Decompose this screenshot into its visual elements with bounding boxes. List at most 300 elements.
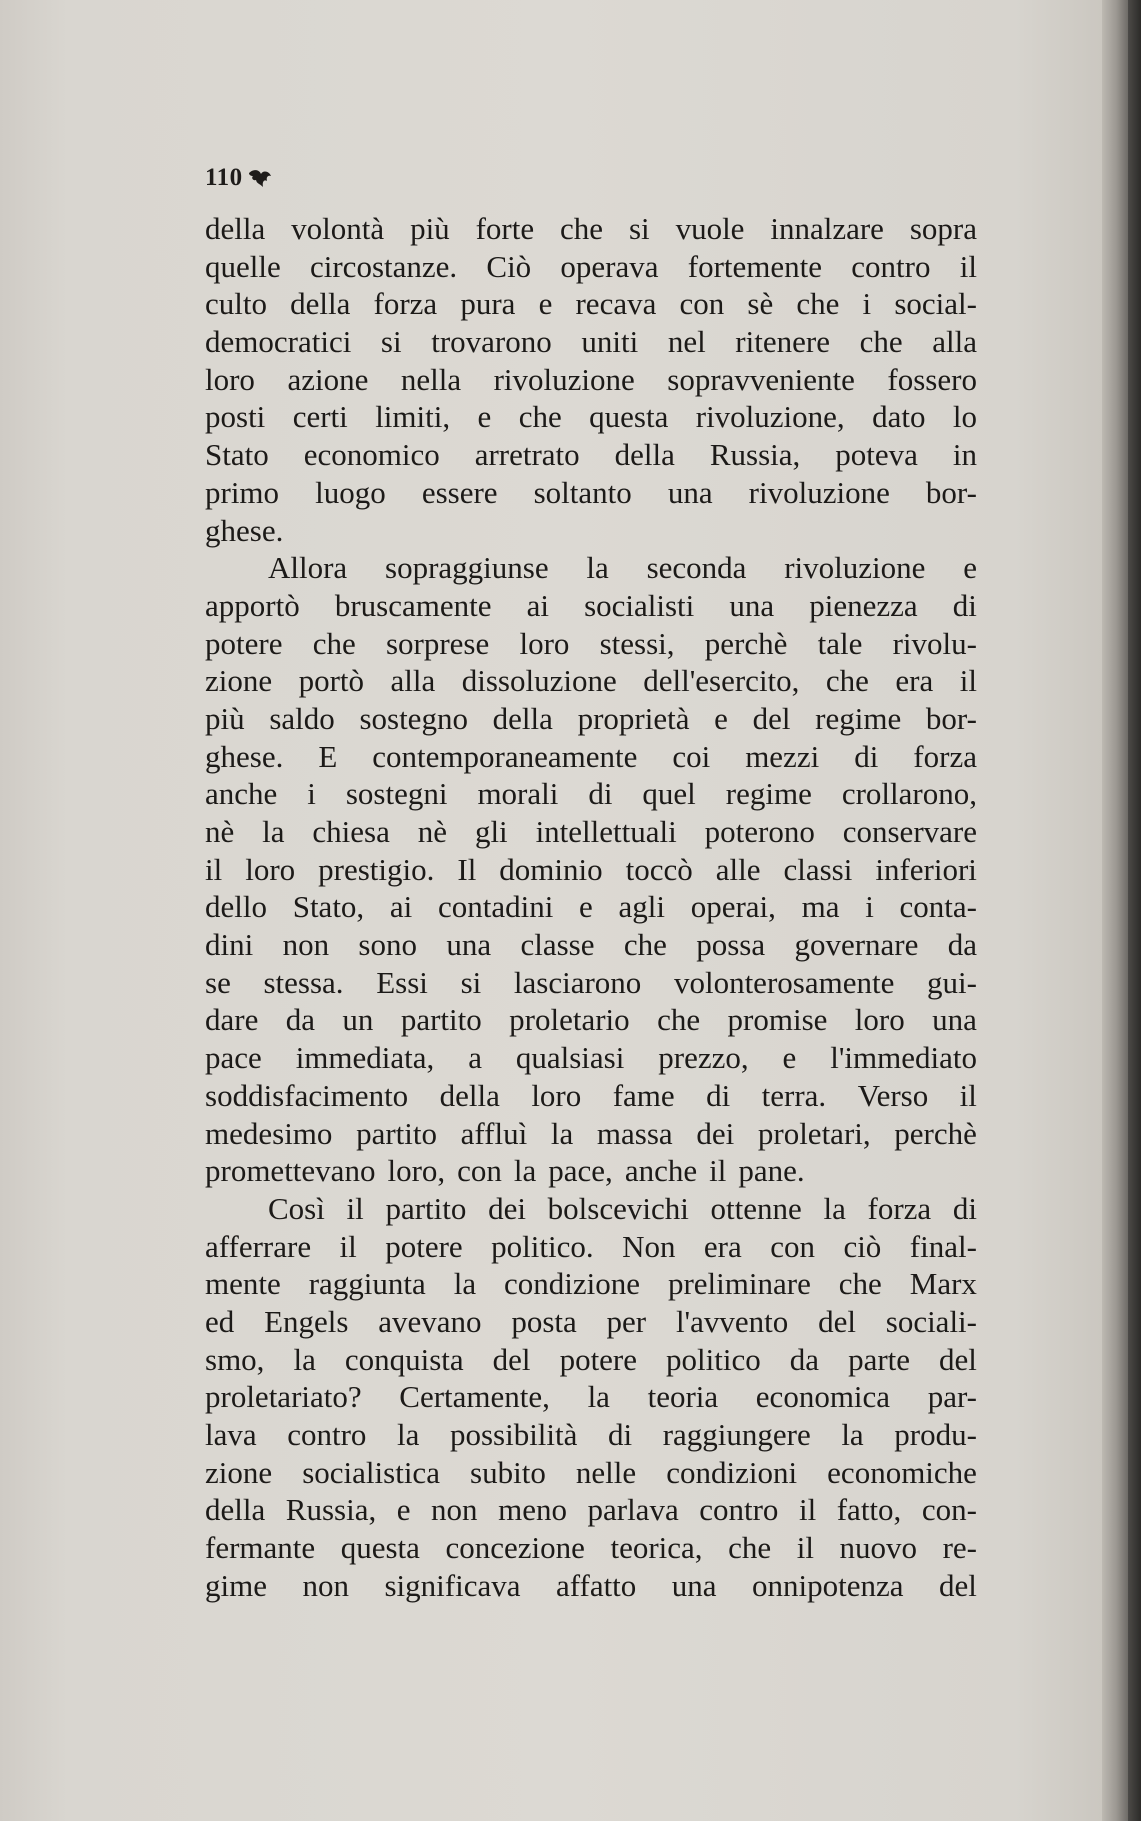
word: dominio	[499, 851, 603, 887]
word: terra.	[761, 1077, 827, 1113]
word: fermante	[205, 1530, 316, 1566]
word: socialistica	[302, 1454, 440, 1490]
word: toccò	[625, 851, 693, 887]
word: afferrare	[205, 1228, 312, 1264]
word: nel	[667, 324, 706, 360]
word: da	[285, 1002, 316, 1038]
text-line	[205, 1341, 977, 1379]
word: dello	[205, 889, 267, 925]
word: meno	[498, 1492, 567, 1528]
word: nelle	[575, 1454, 637, 1490]
word: e	[538, 286, 553, 322]
word: che	[657, 1002, 701, 1038]
word: sostegni	[345, 776, 448, 812]
word: qualsiasi	[515, 1040, 625, 1076]
word: potere	[385, 1228, 463, 1264]
word: fame	[612, 1077, 675, 1113]
word: concezione	[445, 1530, 585, 1566]
word: forte	[475, 211, 535, 246]
word: socialisti	[584, 587, 695, 623]
word: perchè	[894, 1115, 977, 1151]
word: proletariato?	[205, 1379, 362, 1415]
text-line	[205, 662, 977, 700]
word: forza	[913, 738, 977, 774]
word: volonterosamente	[673, 964, 895, 1000]
word: pace	[205, 1040, 262, 1076]
word: proletario	[509, 1002, 630, 1038]
word: bor-	[925, 474, 977, 510]
word: una	[667, 474, 713, 510]
word: quelle	[205, 248, 281, 284]
word: ritenere	[735, 324, 830, 360]
word: e	[396, 1492, 411, 1528]
word: operai,	[690, 889, 776, 925]
word: la	[841, 1417, 864, 1452]
word: del	[939, 1341, 977, 1377]
word: inferiori	[875, 851, 977, 887]
word: loro	[519, 625, 570, 661]
word: ghese.	[205, 512, 284, 548]
word: con-	[921, 1492, 977, 1528]
word: saldo	[269, 700, 335, 736]
word: conquista	[344, 1341, 464, 1377]
word: economico	[303, 437, 440, 473]
word: e	[714, 700, 728, 736]
word: produ-	[894, 1417, 977, 1452]
text-line	[205, 1115, 977, 1153]
word: parlava	[587, 1492, 679, 1528]
word: soddisfacimento	[205, 1077, 409, 1113]
word: Essi	[376, 964, 428, 1000]
word: il	[346, 1190, 364, 1226]
word: ai	[389, 889, 413, 925]
word: teorica,	[610, 1530, 703, 1566]
text-line	[205, 398, 977, 436]
text-line	[205, 474, 977, 512]
word: bor-	[925, 700, 977, 736]
word: questa	[589, 399, 669, 435]
word: anche	[205, 776, 278, 812]
word: dare	[205, 1002, 259, 1038]
word: della	[205, 211, 266, 246]
word: rivolu-	[892, 625, 977, 661]
word: alle	[715, 851, 761, 887]
word: che	[825, 663, 869, 699]
word: del	[818, 1303, 856, 1339]
text-line	[205, 625, 977, 663]
word: raggiunta	[308, 1266, 426, 1302]
word: Così	[268, 1190, 325, 1226]
page-header	[205, 164, 273, 192]
word: partito	[356, 1115, 437, 1151]
word: una	[729, 587, 775, 623]
word: smo,	[205, 1341, 265, 1377]
word: la	[397, 1417, 420, 1452]
text-line	[205, 1378, 977, 1416]
word: il	[959, 663, 977, 699]
word: coi	[672, 738, 711, 774]
word: partito	[400, 1002, 482, 1038]
text-line	[205, 700, 977, 738]
word: che	[312, 625, 356, 661]
text-line	[205, 1491, 977, 1529]
word: questa	[340, 1530, 420, 1566]
text-line	[205, 1567, 977, 1605]
text-line	[205, 738, 977, 776]
fleuron-icon	[247, 167, 273, 189]
word: morali	[477, 776, 559, 812]
word: vuole	[675, 211, 745, 246]
word: Engels	[264, 1303, 349, 1339]
word: ed	[205, 1303, 235, 1339]
word: dei	[696, 1115, 735, 1151]
word: nuovo	[839, 1530, 917, 1566]
word: pura	[460, 286, 516, 322]
word: poterono	[704, 814, 815, 849]
word: di	[952, 587, 977, 623]
word: conta-	[899, 889, 977, 925]
word: proletari,	[757, 1115, 871, 1151]
text-line	[205, 1454, 977, 1492]
word: dell'esercito,	[643, 663, 800, 699]
word: che	[796, 286, 840, 322]
word: volontà	[291, 211, 385, 246]
word: alla	[932, 324, 977, 360]
word: social-	[894, 286, 977, 322]
word: di	[952, 1190, 977, 1226]
word: re-	[942, 1530, 977, 1566]
word: era	[703, 1228, 742, 1264]
word: contadini	[437, 889, 554, 925]
word: essere	[421, 474, 498, 510]
word: e	[477, 399, 492, 435]
word: non	[302, 1567, 349, 1603]
word: E	[318, 738, 338, 774]
word: posta	[511, 1303, 577, 1339]
word: si	[460, 964, 482, 1000]
word: forza	[373, 286, 438, 322]
word: Russia,	[709, 437, 801, 473]
word: massa	[596, 1115, 673, 1151]
word: Marx	[909, 1266, 977, 1302]
word: della	[205, 1492, 266, 1528]
word: circostanze.	[309, 248, 458, 284]
word: portò	[298, 663, 365, 699]
word: che	[838, 1266, 882, 1302]
word: luogo	[315, 474, 386, 510]
word: stessa.	[263, 964, 344, 1000]
word: e	[782, 1040, 797, 1076]
word: nella	[400, 361, 462, 397]
word: gime	[205, 1567, 267, 1603]
word: possibilità	[449, 1417, 578, 1452]
word: bolscevichi	[547, 1190, 689, 1226]
word: loro	[205, 361, 255, 397]
word: la	[550, 1115, 574, 1151]
page-number: 110	[205, 164, 243, 191]
word: non	[282, 927, 330, 963]
word: contro	[851, 248, 931, 284]
word: la	[453, 1266, 477, 1302]
word: la	[586, 550, 609, 586]
text-line	[205, 1001, 977, 1039]
word: fortemente	[687, 248, 823, 284]
word: di	[706, 1077, 731, 1113]
word: contro	[699, 1492, 779, 1528]
word: condizioni	[666, 1454, 798, 1490]
word: dissoluzione	[461, 663, 617, 699]
text-line	[205, 813, 977, 851]
word: con	[457, 1153, 502, 1189]
word: e	[963, 550, 977, 586]
word: ai	[526, 587, 549, 623]
word: della	[492, 700, 553, 736]
body-text	[205, 210, 977, 1604]
word: forza	[867, 1190, 932, 1226]
word: potere	[205, 625, 283, 661]
word: gui-	[927, 964, 977, 1000]
word: Allora	[268, 550, 348, 586]
text-line	[205, 285, 977, 323]
word: l'avvento	[675, 1303, 789, 1339]
word: uniti	[581, 324, 639, 360]
word: dato	[872, 399, 926, 435]
word: contemporaneamente	[372, 738, 638, 774]
word: limiti,	[375, 399, 451, 435]
text-line	[205, 851, 977, 889]
word: Ciò	[486, 248, 532, 284]
word: il	[798, 1492, 817, 1528]
word: certi	[292, 399, 348, 435]
word: azione	[287, 361, 369, 397]
text-line	[205, 1152, 977, 1190]
word: avevano	[378, 1303, 482, 1339]
word: politico.	[491, 1228, 594, 1264]
word: lava	[205, 1417, 257, 1452]
word: Stato	[205, 437, 269, 473]
text-line	[205, 888, 977, 926]
word: gli	[474, 814, 508, 849]
word: fossero	[887, 361, 977, 397]
word: del	[939, 1567, 977, 1603]
word: i	[865, 889, 874, 925]
word: una	[446, 927, 492, 963]
word: Verso	[857, 1077, 929, 1113]
word: mezzi	[745, 738, 820, 774]
word: pace,	[548, 1153, 613, 1189]
word: sopravveniente	[667, 361, 855, 397]
word: i	[862, 286, 872, 322]
text-line	[205, 1077, 977, 1115]
word: dini	[205, 927, 254, 963]
word: prezzo,	[658, 1040, 749, 1076]
word: condizione	[504, 1266, 641, 1302]
text-line	[205, 1529, 977, 1567]
word: della	[614, 437, 675, 473]
word: stessi,	[599, 625, 675, 661]
word: più	[205, 700, 245, 736]
word: il	[959, 1077, 977, 1113]
text-line	[205, 323, 977, 361]
word: chiesa	[312, 814, 390, 849]
word: significava	[384, 1567, 521, 1603]
word: sociali-	[885, 1303, 977, 1339]
word: non	[431, 1492, 478, 1528]
word: sono	[358, 927, 417, 963]
word: governare	[794, 927, 919, 963]
word: a	[468, 1040, 482, 1076]
word: se	[205, 964, 231, 1000]
word: partito	[385, 1190, 467, 1226]
word: loro	[245, 851, 296, 887]
word: agli	[618, 889, 665, 925]
word: della	[290, 286, 351, 322]
word: par-	[927, 1379, 977, 1415]
text-line	[205, 549, 977, 587]
word: immediata,	[295, 1040, 435, 1076]
word: pane.	[738, 1153, 805, 1189]
word: soltanto	[533, 474, 632, 510]
text-line	[205, 512, 977, 550]
word: rivoluzione,	[695, 399, 845, 435]
word: proprietà	[577, 700, 690, 736]
word: affatto	[555, 1567, 637, 1603]
word: con	[679, 286, 725, 322]
word: trovarono	[431, 324, 552, 360]
word: la	[293, 1341, 316, 1377]
word: innalzare	[770, 211, 884, 246]
text-line	[205, 587, 977, 625]
word: e	[579, 889, 593, 925]
word: lo	[952, 399, 977, 435]
word: operava	[560, 248, 659, 284]
word: il	[205, 851, 223, 887]
text-line	[205, 926, 977, 964]
word: Il	[457, 851, 477, 887]
word: bruscamente	[334, 587, 492, 623]
word: zione	[205, 663, 273, 699]
word: che	[728, 1530, 772, 1566]
word: sè	[747, 286, 774, 322]
word: crollarono,	[841, 776, 977, 812]
word: ghese.	[205, 738, 284, 774]
word: contro	[287, 1417, 367, 1452]
word: parte	[848, 1341, 911, 1377]
word: la	[513, 1153, 537, 1189]
word: regime	[815, 700, 902, 736]
word: da	[789, 1341, 820, 1377]
word: classi	[783, 851, 853, 887]
text-line	[205, 436, 977, 474]
word: ciò	[843, 1228, 882, 1264]
text-line	[205, 964, 977, 1002]
word: intellettuali	[535, 814, 677, 849]
word: con	[770, 1228, 815, 1264]
word: rivoluzione	[493, 361, 635, 397]
word: ottenne	[710, 1190, 802, 1226]
word: che	[560, 211, 604, 246]
word: apportò	[205, 587, 300, 623]
word: da	[947, 927, 977, 963]
word: era	[895, 663, 934, 699]
word: promettevano	[205, 1153, 376, 1189]
word: poteva	[835, 437, 918, 473]
word: l'immediato	[830, 1040, 977, 1076]
word: una	[671, 1567, 717, 1603]
text-line	[205, 1265, 977, 1303]
word: che	[623, 927, 667, 963]
word: Stato,	[292, 889, 365, 925]
text-line	[205, 1228, 977, 1266]
word: fatto,	[836, 1492, 902, 1528]
word: onnipotenza	[752, 1567, 904, 1603]
word: dei	[488, 1190, 526, 1226]
word: rivoluzione	[784, 550, 926, 586]
text-line	[205, 248, 977, 286]
word: una	[932, 1002, 977, 1038]
word: pienezza	[809, 587, 918, 623]
word: rivoluzione	[748, 474, 890, 510]
word: di	[854, 738, 879, 774]
text-line	[205, 361, 977, 399]
word: si	[380, 324, 402, 360]
word: teoria	[647, 1379, 719, 1415]
word: che	[859, 324, 903, 360]
word: politico	[666, 1341, 761, 1377]
word: sorprese	[385, 625, 490, 661]
word: la	[587, 1379, 610, 1415]
word: più	[410, 211, 450, 246]
word: nè	[417, 814, 448, 849]
word: mente	[205, 1266, 281, 1302]
word: il	[959, 248, 977, 284]
word: final-	[909, 1228, 977, 1264]
word: di	[607, 1417, 633, 1452]
word: possa	[696, 927, 766, 963]
word: promise	[727, 1002, 828, 1038]
word: loro	[531, 1077, 582, 1113]
word: arretrato	[474, 437, 580, 473]
text-line	[205, 1303, 977, 1341]
word: democratici	[205, 324, 352, 360]
word: alla	[390, 663, 436, 699]
word: seconda	[646, 550, 747, 586]
word: potere	[559, 1341, 638, 1377]
word: posti	[205, 399, 266, 435]
word: quel	[642, 776, 696, 812]
word: ma	[801, 889, 840, 925]
word: tale	[817, 625, 863, 661]
word: sopraggiunse	[385, 550, 549, 586]
word: raggiungere	[662, 1417, 811, 1452]
word: lasciarono	[513, 964, 642, 1000]
word: economiche	[827, 1454, 977, 1490]
text-line	[205, 210, 977, 248]
text-line	[205, 1416, 977, 1454]
word: regime	[725, 776, 812, 812]
word: loro	[854, 1002, 905, 1038]
book-edge	[1128, 0, 1141, 1821]
word: i	[307, 776, 316, 812]
text-line	[205, 775, 977, 813]
word: il	[709, 1153, 727, 1189]
word: il	[339, 1228, 357, 1264]
word: del	[492, 1341, 531, 1377]
word: recava	[575, 286, 657, 322]
word: un	[342, 1002, 374, 1038]
word: anche	[624, 1153, 698, 1189]
word: della	[439, 1077, 500, 1113]
